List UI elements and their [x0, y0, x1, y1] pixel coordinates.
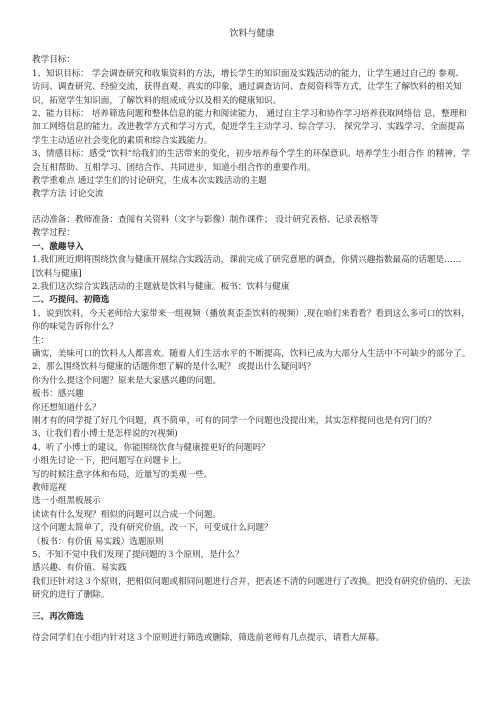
section-heading-3: 三、再次筛选 [32, 611, 84, 622]
paragraph: 5、不知不觉中我们发现了提问题的３个原则，是什么？ [32, 550, 244, 561]
section-label-objectives: 教学目标： [32, 55, 75, 66]
paragraph: 2.我们这次综合实践活动的主题就是饮料与健康。板书：饮料与健康 [32, 281, 290, 292]
spacer [32, 624, 472, 632]
paragraph: 教师巡视 [32, 483, 67, 493]
paragraph: 写的时候注意字体和布局，近量写的美观一些。 [32, 469, 213, 480]
paragraph: 1、说到饮料，今天老师给大家带来一组视频（播放爽歪歪饮料的视频）,现在咱们来看看？看到这么多可口的饮料，你的味觉告诉你什么？ [32, 308, 470, 333]
paragraph: （板书：有价值 易实践）选题原则 [32, 536, 164, 547]
section-label-process: 教学过程： [32, 228, 75, 239]
paragraph: 读读有什么发现？相似的问题可以合成一个问题。 [32, 509, 222, 520]
paragraph: 小组先讨论一下，把问题写在问题卡上。 [32, 456, 187, 467]
paragraph: 我们还针对这３个原则，把相似问题或相同问题进行合并，把表述不清的问题进行了改换。把没有研究价值的、无法研究的进行了删除。 [32, 576, 471, 601]
paragraph: 刚才有的同学提了好几个问题，真不简单，可有的同学一个问题也没提出来，其实怎样提问也是有窍门的？ [32, 415, 436, 426]
emotion-objective: 3、情感目标：感受“饮料”给我们的生活带来的变化，初步培养每个学生的环保意识。培养学生小组合作 的精神，学会互相帮助、互相学习、团结合作、共同进步，知道小组合作的重要作用。 [32, 149, 471, 173]
paragraph: 3、让我们看小博士是怎样说的?(视频) [32, 429, 178, 440]
paragraph: 待会同学们在小组内针对这３个原则进行筛选或删除，筛选前老师有几点提示，请看大屏幕。 [32, 633, 385, 644]
spacer [32, 603, 472, 611]
paragraph: 你还想知道什么？ [32, 402, 101, 413]
paragraph: 感兴趣、有价值、易实践 [32, 563, 127, 574]
spacer [32, 202, 472, 214]
document-title: 饮料与健康 [229, 29, 275, 39]
section-heading-2: 二、巧提问、初筛选 [32, 295, 110, 306]
paragraph: 4、听了小博士的建议，你能围绕饮食与健康提更好的问题吗？ [32, 442, 270, 453]
section-heading-1: 一、激趣导入 [32, 241, 84, 252]
activity-preparation: 活动准备：教师准备：查阅有关资料（文字与影像）制作课件； 设计研究表格、记录表格等 [32, 214, 379, 225]
knowledge-objective: 1、知识目标： 学会调查研究和收集资料的方法，增长学生的知识面及实践活动的能力，让学生通过自己的 参观、访问、调查研究、经验交流，获得直观、真实的印象，通过调查访问、查阅资料等方式，让学生了解饮料的相关知识，拓宽学生知识面，了解饮料的组成成分以及相关的健康知识。 [32, 68, 465, 106]
key-difficulties: 教学重难点 通过学生们的讨论研究，生成本次实践活动的主题 [32, 176, 267, 187]
paragraph: 生： [32, 335, 50, 346]
paragraph: 选一小组黑板展示 [32, 496, 101, 507]
ability-objective: 2、能力目标： 培养筛选问题和整体信息的能力和阅读能力， 通过自主学习和协作学习培养获取网络信 息，整理和加工网络信息的能力。改进教学方式和学习方式，促进学生主动学习、综合学习、 探究学习、实践学习，全面提高学生主动适应社会变化的素质和综合实践能力。 [32, 109, 467, 146]
paragraph: 2、那么围绕饮料与健康的话题你想了解的是什么呢？ 或提出什么疑问吗？ [32, 362, 316, 373]
paragraph: 这个问题太简单了，没有研究价值，改一下，可变成什么问题？ [32, 523, 273, 534]
paragraph: 1.我们班近期将围绕饮食与健康开展综合实践活动，课前完成了研究意愿的调查，你猜兴趣指数最高的话题是……[饮料与健康] [32, 255, 462, 279]
teaching-method: 教学方法 讨论交流 [32, 189, 104, 200]
paragraph: 板书：感兴趣 [32, 389, 84, 400]
paragraph: 你为什么提这个问题？原来是大家感兴趣的问题。 [32, 375, 222, 386]
paragraph: 确实，美味可口的饮料人人都喜欢。随着人们生活水平的不断提高，饮料已成为大部分人生活中不可缺少的部分了。 [32, 348, 471, 359]
